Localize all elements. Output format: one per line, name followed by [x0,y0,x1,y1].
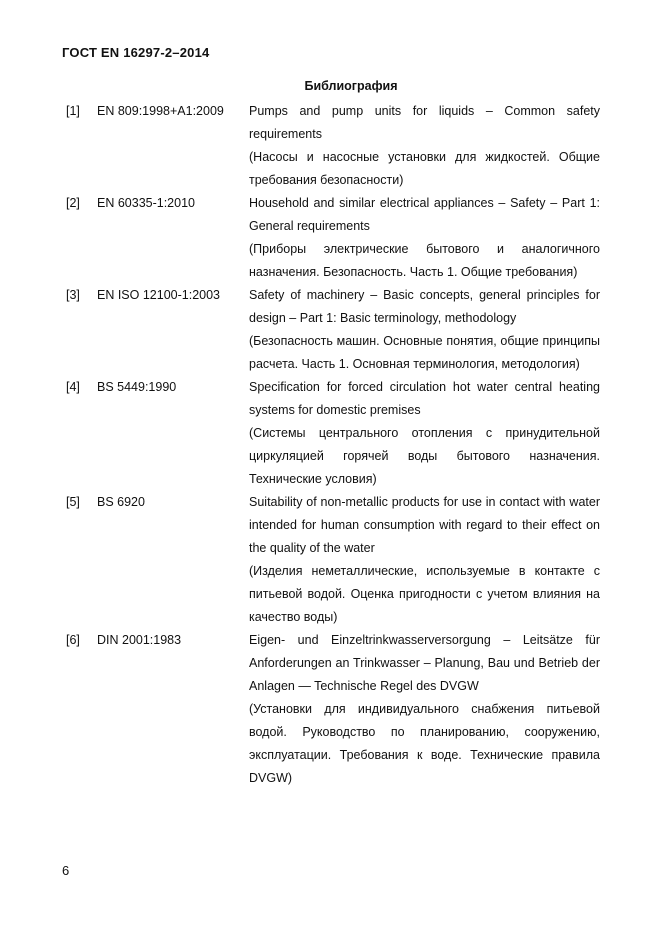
entry-number: [6] [66,633,80,647]
entry-text [249,284,600,376]
entry-text [249,629,600,790]
entry-code: BS 5449:1990 [97,380,177,394]
entry-title-en: Safety of machinery – Basic concepts, general principles for design – Part 1: Basic terminology, methodology [249,288,600,325]
entry-number: [5] [66,495,80,509]
document-header: ГОСТ EN 16297-2–2014 [62,45,210,60]
entry-title-ru: (Безопасность машин. Основные понятия, общие принципы расчета. Часть 1. Основная терминология, методология) [249,334,600,371]
entry-number: [3] [66,288,80,302]
entry-title-en: Suitability of non-metallic products for use in contact with water intended for human consumption with regard to their effect on the quality of the water [249,495,600,555]
bibliography-entry [66,376,600,491]
entry-number: [1] [66,104,80,118]
entry-title-en: Eigen- und Einzeltrinkwasserversorgung – Leitsätze für Anforderungen an Trinkwasser – Planung, Bau und Betrieb der Anlagen — Technische Regel des DVGW [249,633,600,693]
entry-text [249,100,600,192]
entry-title-ru: (Приборы электрические бытового и аналогичного назначения. Безопасность. Часть 1. Общие требования) [249,242,600,279]
bibliography-entry [66,629,600,790]
bibliography-title: Библиография [304,79,398,93]
bibliography-list [66,100,600,790]
entry-code: EN 809:1998+A1:2009 [97,104,224,118]
bibliography-entry [66,491,600,629]
entry-number: [4] [66,380,80,394]
bibliography-entry [66,192,600,284]
entry-text [249,192,600,284]
entry-code: EN ISO 12100-1:2003 [97,288,220,302]
entry-code: EN 60335-1:2010 [97,196,195,210]
entry-code: BS 6920 [97,495,145,509]
bibliography-entry [66,100,600,192]
entry-title-ru: (Системы центрального отопления с принудительной циркуляцией горячей воды бытового назначения. Технические условия) [249,426,600,486]
entry-title-ru: (Насосы и насосные установки для жидкостей. Общие требования безопасности) [249,150,600,187]
entry-title-en: Pumps and pump units for liquids – Common safety requirements [249,104,600,141]
entry-text [249,491,600,629]
entry-title-ru: (Установки для индивидуального снабжения питьевой водой. Руководство по планированию, сооружению, эксплуатации. Требования к воде. Технические правила DVGW) [249,702,600,785]
entry-title-en: Household and similar electrical appliances – Safety – Part 1: General requirements [249,196,600,233]
entry-title-ru: (Изделия неметаллические, используемые в контакте с питьевой водой. Оценка пригодности с учетом влияния на качество воды) [249,564,600,624]
bibliography-entry [66,284,600,376]
entry-number: [2] [66,196,80,210]
entry-title-en: Specification for forced circulation hot water central heating systems for domestic premises [249,380,600,417]
entry-text [249,376,600,491]
entry-code: DIN 2001:1983 [97,633,182,647]
bibliography-title-wrap [0,79,662,93]
page-number: 6 [62,863,70,878]
